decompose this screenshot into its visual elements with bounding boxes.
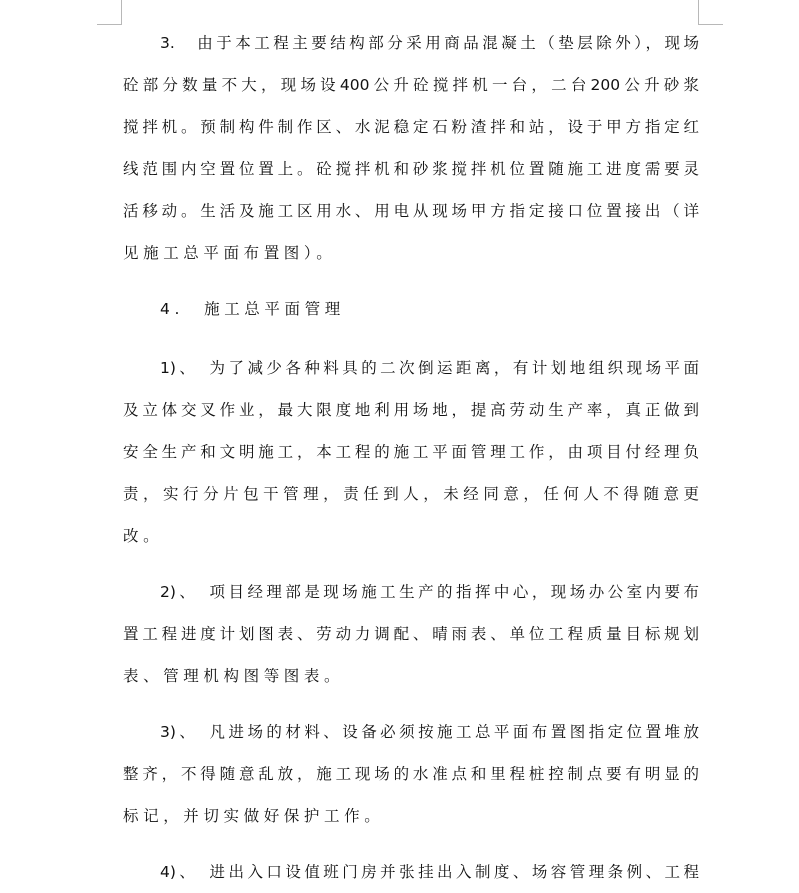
section-heading: 4. 施工总平面管理	[160, 300, 345, 318]
text-line: 搅拌机。预制构件制作区、水泥稳定石粉渣拌和站，设于甲方指定红	[123, 118, 699, 136]
text-line: 砼部分数量不大，现场设400公升砼搅拌机一台，二台200公升砂浆	[123, 76, 699, 94]
section-4-heading-block	[123, 288, 699, 330]
page-corner-mark-top-right	[698, 0, 723, 25]
page-corner-mark-top-left	[97, 0, 122, 25]
text-line: 2)、 项目经理部是现场施工生产的指挥中心，现场办公室内要布	[160, 583, 699, 601]
text-line: 改。	[123, 527, 164, 545]
paragraph-item-4	[123, 851, 699, 893]
text-line: 1)、 为了减少各种料具的二次倒运距离，有计划地组织现场平面	[160, 359, 699, 377]
text-line: 整齐，不得随意乱放，施工现场的水准点和里程桩控制点要有明显的	[123, 765, 699, 783]
text-line: 表、管理机构图等图表。	[123, 667, 345, 685]
text-line: 及立体交叉作业，最大限度地利用场地，提高劳动生产率，真正做到	[123, 401, 699, 419]
text-line: 置工程进度计划图表、劳动力调配、晴雨表、单位工程质量目标规划	[123, 625, 699, 643]
text-line: 线范围内空置位置上。砼搅拌机和砂浆搅拌机位置随施工进度需要灵	[123, 160, 699, 178]
paragraph-section-3	[123, 22, 699, 274]
text-line: 活移动。生活及施工区用水、用电从现场甲方指定接口位置接出（详	[123, 202, 699, 220]
paragraph-item-3	[123, 711, 699, 837]
text-line: 安全生产和文明施工，本工程的施工平面管理工作，由项目付经理负	[123, 443, 699, 461]
text-line: 4)、 进出入口设值班门房并张挂出入制度、场容管理条例、工程	[160, 863, 699, 881]
text-line: 3. 由于本工程主要结构部分采用商品混凝土（垫层除外），现场	[160, 34, 699, 52]
text-line: 见施工总平面布置图）。	[123, 244, 337, 262]
text-line: 3)、 凡进场的材料、设备必须按施工总平面布置图指定位置堆放	[160, 723, 699, 741]
paragraph-item-2	[123, 571, 699, 697]
paragraph-item-1	[123, 347, 699, 557]
text-line: 责，实行分片包干管理，责任到人，未经同意，任何人不得随意更	[123, 485, 699, 503]
text-line: 标记，并切实做好保护工作。	[123, 807, 385, 825]
